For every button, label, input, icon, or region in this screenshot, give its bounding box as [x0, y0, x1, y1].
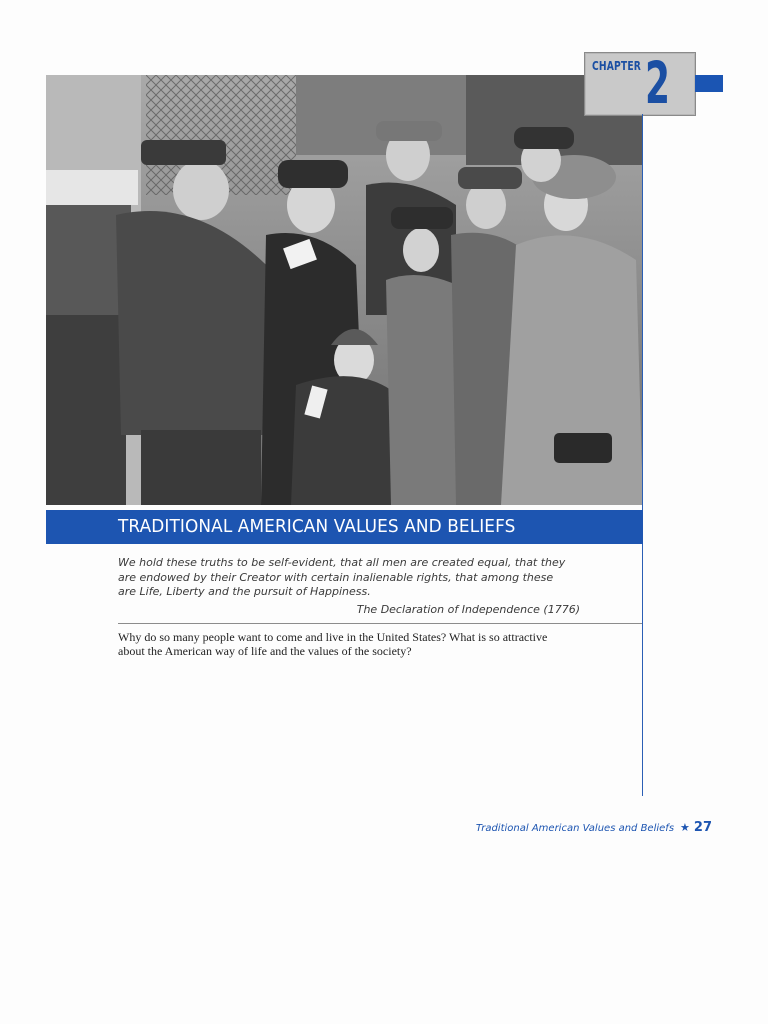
epigraph-quote: We hold these truths to be self-evident, that all men are created equal, that they are endowed by their Creator with certain inalienable rights, that among these are Life, Liberty and the pursuit of Happiness. — [118, 556, 566, 598]
photo-illustration — [46, 75, 643, 505]
epigraph-divider — [118, 623, 642, 624]
section-title: TRADITIONAL AMERICAN VALUES AND BELIEFS — [118, 516, 516, 537]
opening-question: Why do so many people want to come and live in the United States? What is so attractive about the American way of life and the values of the society? — [118, 630, 548, 658]
immigrants-photo — [46, 75, 643, 505]
running-title: Traditional American Values and Beliefs — [475, 823, 675, 834]
star-icon: ★ — [680, 821, 690, 834]
chapter-tab — [695, 75, 723, 92]
page-footer — [430, 816, 712, 835]
margin-rule — [642, 114, 643, 796]
chapter-marker — [584, 49, 696, 117]
page-number: 27 — [693, 820, 712, 835]
chapter-number: 2 — [645, 49, 671, 117]
section-title-bar — [46, 510, 643, 544]
epigraph-source: The Declaration of Independence (1776) — [356, 603, 580, 616]
chapter-label: CHAPTER — [592, 59, 642, 73]
